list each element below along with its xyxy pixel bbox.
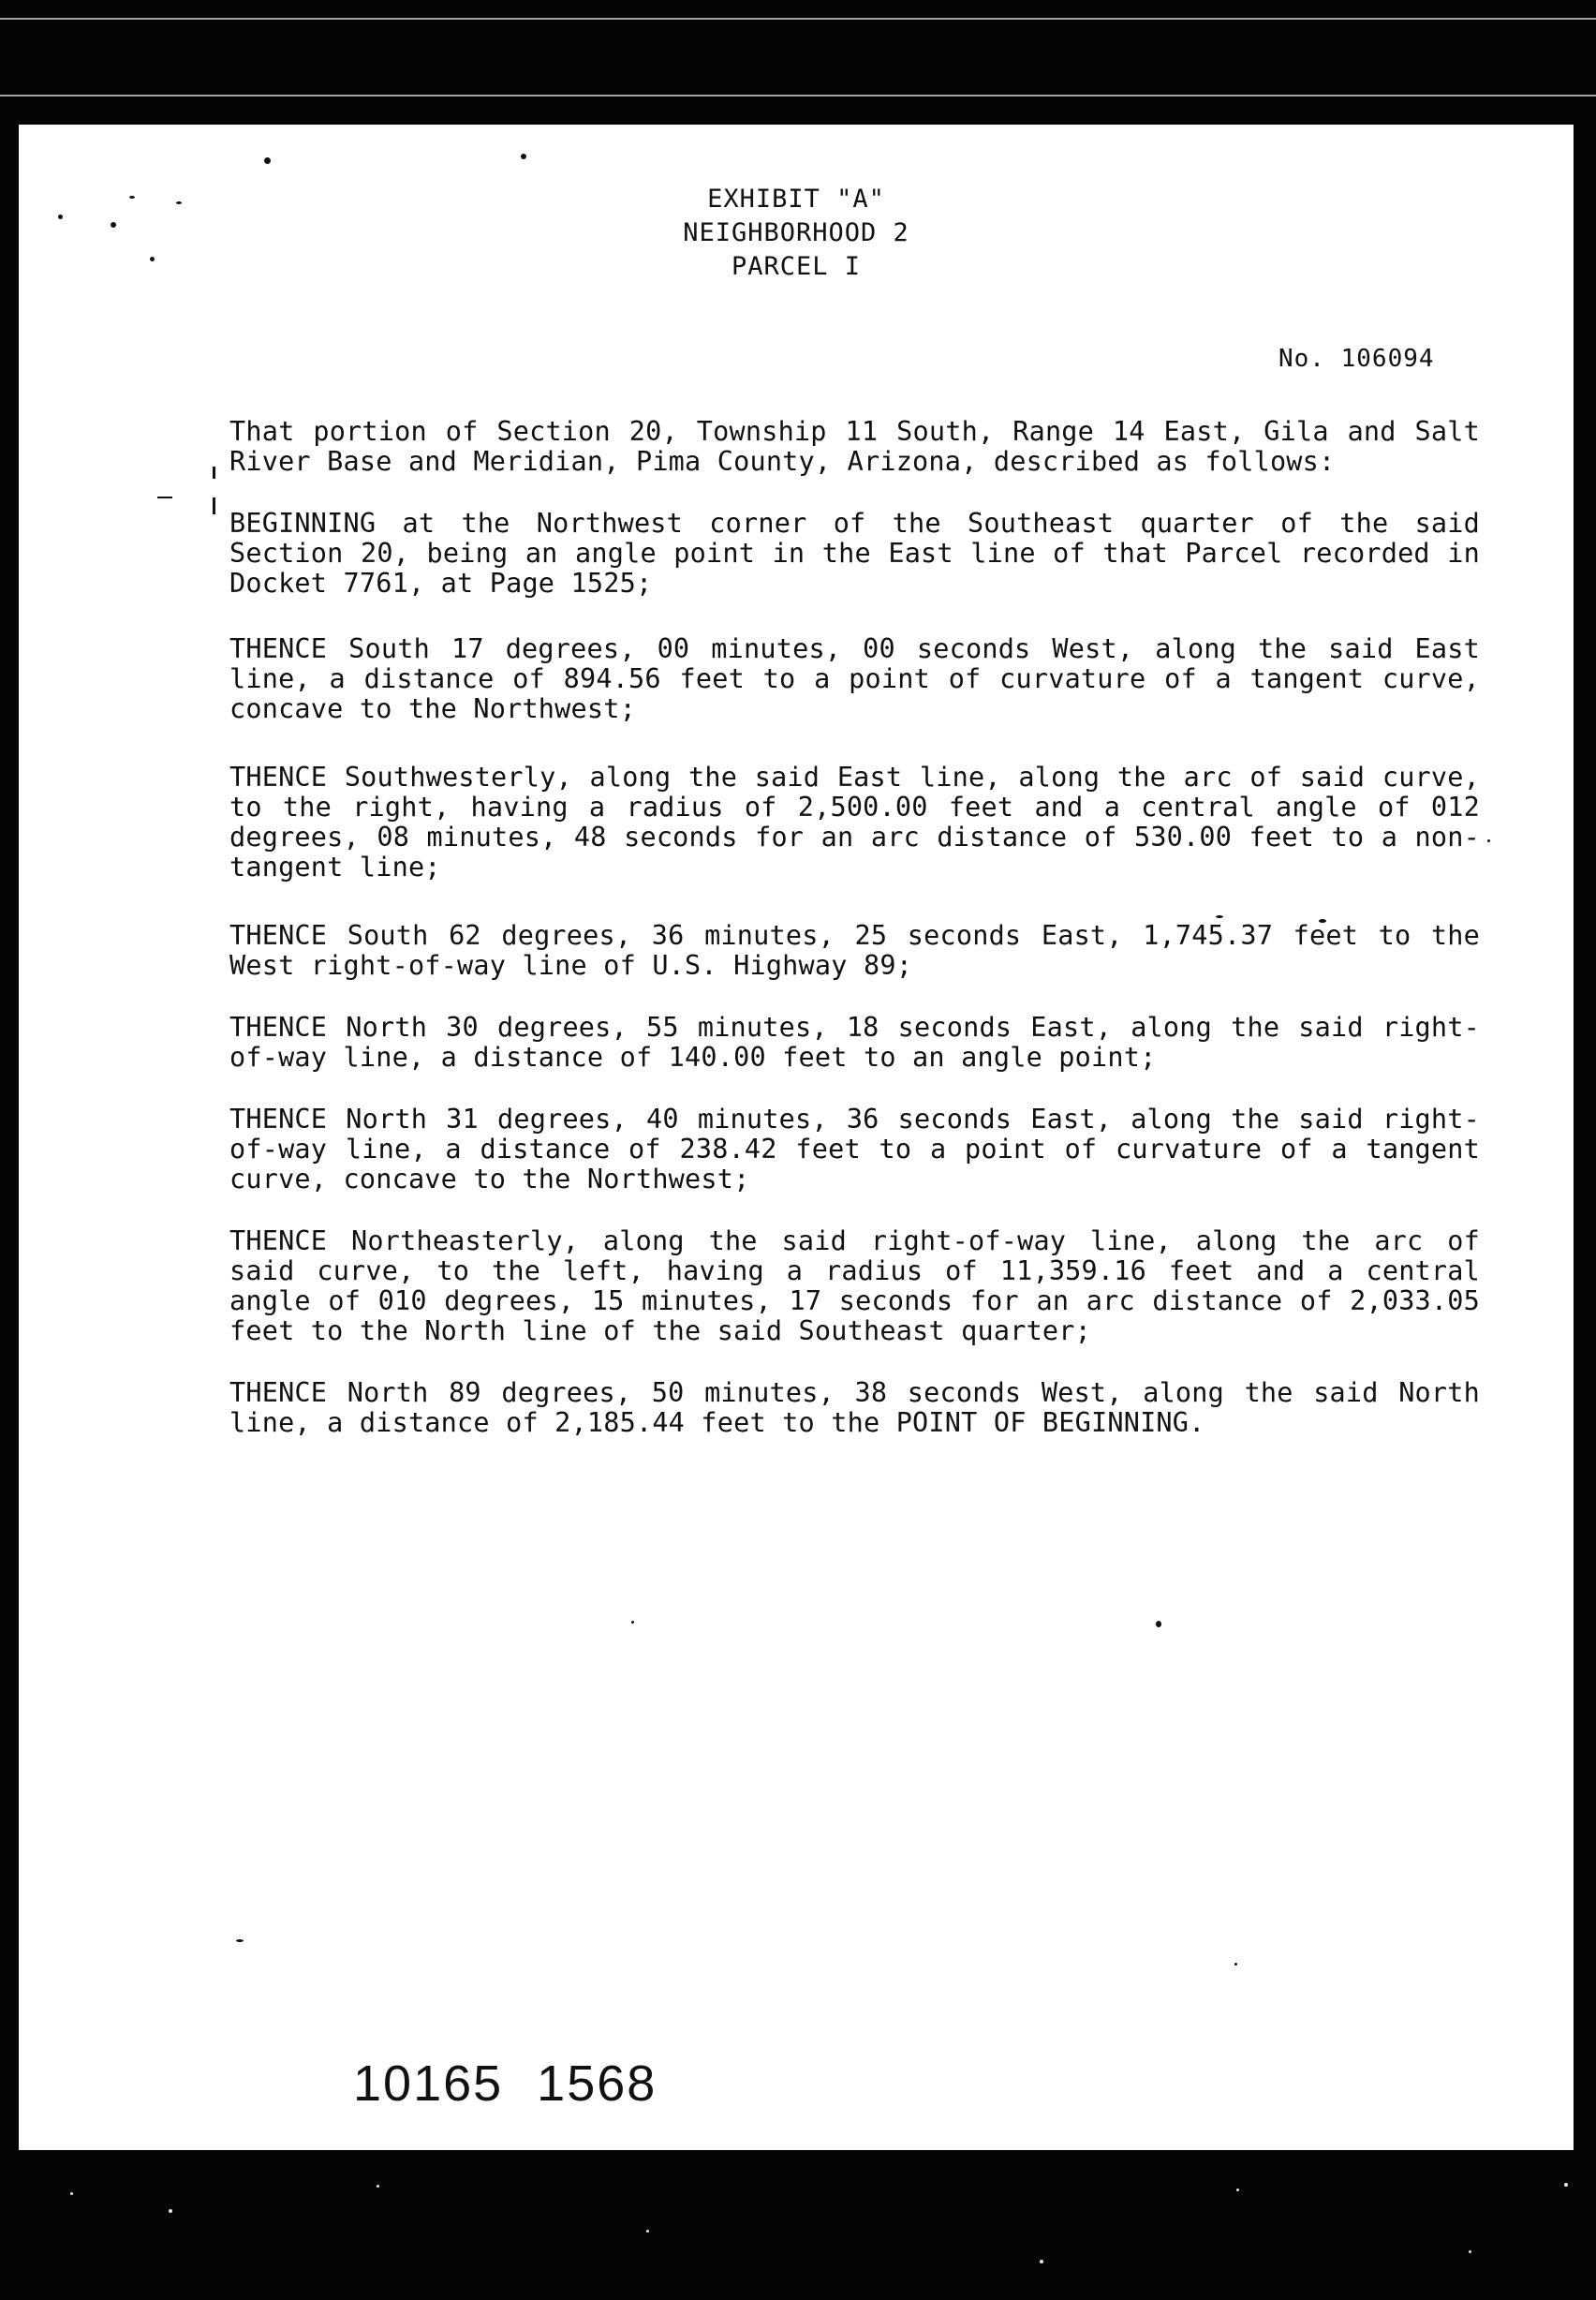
margin-mark (213, 497, 215, 514)
description-paragraph: THENCE North 30 degrees, 55 minutes, 18 seconds East, along the said right-of-way line, a distance of 140.00 feet to an angle point; (229, 1012, 1480, 1073)
scan-noise-speck (646, 2230, 649, 2233)
description-paragraph: That portion of Section 20, Township 11 South, Range 14 East, Gila and Salt River Base and Meridian, Pima County, Arizona, described as follows: (229, 416, 1480, 477)
scan-dust-speck (1487, 839, 1490, 842)
scan-dust-speck (631, 1621, 634, 1624)
margin-mark (157, 497, 172, 498)
scan-dust-speck (521, 154, 526, 159)
scan-dust-speck (1156, 1621, 1161, 1627)
scan-noise-speck (1469, 2250, 1471, 2253)
recording-book: 10165 (353, 2055, 504, 2112)
scan-dust-speck (236, 1939, 244, 1942)
description-paragraph: THENCE North 31 degrees, 40 minutes, 36 seconds East, along the said right-of-way line, a distance of 238.42 feet to a point of curvature of a tangent curve, concave to the Northwest; (229, 1104, 1480, 1195)
neighborhood-title: NEIGHBORHOOD 2 (683, 218, 909, 247)
document-header (19, 183, 1574, 284)
description-paragraph: THENCE North 89 degrees, 50 minutes, 38 seconds West, along the said North line, a distance of 2,185.44 feet to the POINT OF BEGINNING. (229, 1377, 1480, 1438)
scan-noise-speck (169, 2209, 172, 2213)
scan-noise-speck (1040, 2260, 1043, 2263)
parcel-title: PARCEL I (731, 252, 862, 281)
description-paragraph: THENCE South 17 degrees, 00 minutes, 00 seconds West, along the said East line, a distance of 894.56 feet to a point of curvature of a tangent curve, concave to the Northwest; (229, 633, 1480, 724)
document-page (19, 125, 1574, 2150)
scan-noise-speck (1564, 2183, 1568, 2187)
document-number: No. 106094 (1278, 345, 1435, 373)
description-paragraph: THENCE South 62 degrees, 36 minutes, 25 seconds East, 1,745.37 feet to the West right-of-way line of U.S. Highway 89; (229, 920, 1480, 981)
scan-noise-speck (1236, 2189, 1239, 2191)
exhibit-title: EXHIBIT "A" (707, 185, 885, 214)
scan-dust-speck (264, 157, 271, 164)
scan-top-line (0, 95, 1596, 96)
description-paragraph: THENCE Southwesterly, along the said East line, along the arc of said curve, to the right, having a radius of 2,500.00 feet and a central angle of 012 degrees, 08 minutes, 48 seconds for an arc distance of 530.00 feet to a non-tangent line; (229, 762, 1480, 883)
margin-mark (213, 467, 215, 479)
legal-description (229, 417, 1480, 1472)
recording-page: 1568 (537, 2055, 658, 2112)
scan-noise-speck (70, 2192, 73, 2195)
scan-top-line (0, 18, 1596, 20)
scan-dust-speck (1234, 1963, 1237, 1966)
scan-noise-speck (377, 2185, 379, 2188)
recording-reference (353, 2055, 657, 2113)
description-paragraph: BEGINNING at the Northwest corner of the Southeast quarter of the said Section 20, being an angle point in the East line of that Parcel recorded in Docket 7761, at Page 1525; (229, 508, 1480, 599)
description-paragraph: THENCE Northeasterly, along the said right-of-way line, along the arc of said curve, to the left, having a radius of 11,359.16 feet and a central angle of 010 degrees, 15 minutes, 17 seconds for an arc distance of 2,033.05 feet to the North line of the said Southeast quarter; (229, 1225, 1480, 1346)
